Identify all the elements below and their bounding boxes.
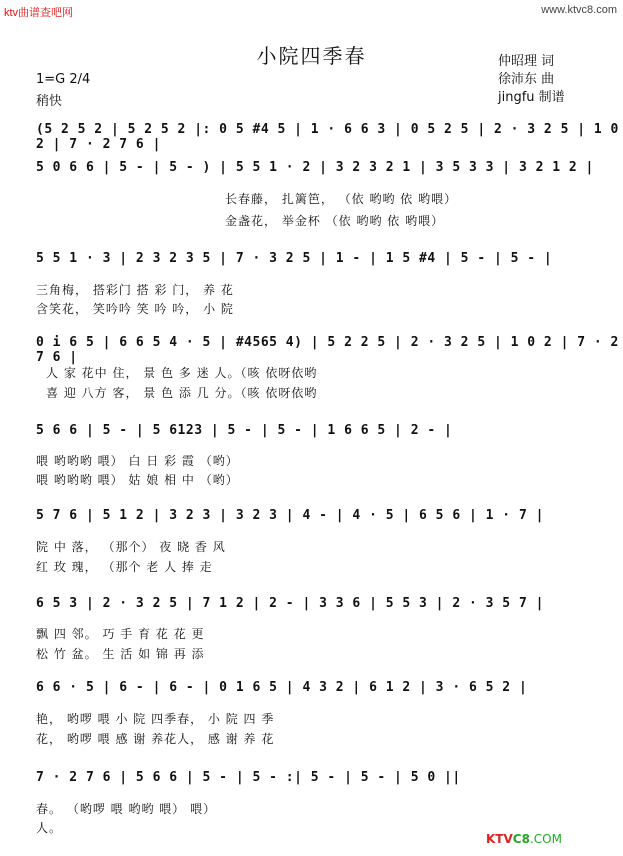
lyric-row-5-line-1: 院 中 落， （那个） 夜 晓 香 风	[36, 540, 226, 554]
lyric-row-3-line-2: 喜 迎 八方 客， 景 色 添 几 分。（咳 依呀依哟	[46, 386, 318, 400]
site-label: ktv曲谱查吧网	[4, 7, 74, 19]
lyric-row-2-line-2: 含笑花， 笑吟吟 笑 吟 吟， 小 院	[36, 302, 234, 316]
lyric-row-7-line-2: 花， 哟啰 喂 感 谢 养花人， 感 谢 养 花	[36, 732, 275, 746]
notation-row-4: 5 6 6 | 5 - | 5 6123 | 5 - | 5 - | 1 6 6 5 | 2 - |	[36, 423, 453, 438]
notation-row-6: 6 5 3 | 2 · 3 2 5 | 7 1 2 | 2 - | 3 3 6 | 5 5 3 | 2 · 3 5 7 |	[36, 596, 544, 611]
lyric-row-1-line-2: 金盏花， 举金杯 （依 哟哟 依 哟喂）	[225, 214, 445, 228]
site-url-right: www.ktvc8.com	[541, 4, 617, 16]
lyric-row-6-line-1: 飘 四 邻。 巧 手 育 花 花 更	[36, 627, 205, 641]
notation-row-2: 5 5 1 · 3 | 2 3 2 3 5 | 7 · 3 2 5 | 1 - | 1 5 #4 | 5 - | 5 - |	[36, 251, 553, 266]
transcriber-credit: jingfu 制谱	[498, 90, 565, 105]
lyric-row-4-line-2: 喂 哟哟哟 喂） 姑 娘 相 中 （哟）	[36, 473, 239, 487]
lyric-row-8-line-2: 人。	[36, 821, 63, 835]
lyric-row-6-line-2: 松 竹 盆。 生 活 如 锦 再 添	[36, 647, 205, 661]
watermark-part-c8: C8	[512, 832, 530, 846]
notation-row-0: (5 2 5 2 | 5 2 5 2 |: 0 5 #4 5 | 1 · 6 6 3 | 0 5 2 5 | 2 · 3 2 5 | 1 0 2 | 7 · 2 7 6 |	[36, 122, 619, 152]
watermark-logo	[486, 832, 562, 846]
notation-row-5: 5 7 6 | 5 1 2 | 3 2 3 | 3 2 3 | 4 - | 4 · 5 | 6 5 6 | 1 · 7 |	[36, 508, 544, 523]
lyric-row-1-line-1: 长春藤， 扎篱笆， （依 哟哟 依 哟喂）	[225, 192, 458, 206]
notation-row-8: 7 · 2 7 6 | 5 6 6 | 5 - | 5 - :| 5 - | 5 - | 5 0 ||	[36, 770, 461, 785]
notation-row-3: 0 i 6 5 | 6 6 5 4 · 5 | #4565 4) | 5 2 2 5 | 2 · 3 2 5 | 1 0 2 | 7 · 2 7 6 |	[36, 335, 619, 365]
notation-row-7: 6 6 · 5 | 6 - | 6 - | 0 1 6 5 | 4 3 2 | 6 1 2 | 3 · 6 5 2 |	[36, 680, 528, 695]
lyric-row-2-line-1: 三角梅， 搭彩门 搭 彩 门， 养 花	[36, 283, 234, 297]
lyricist-credit: 仲昭理 词	[498, 54, 555, 69]
lyric-row-8-line-1: 春。 （哟啰 喂 哟哟 喂） 喂）	[36, 802, 217, 816]
composer-credit: 徐沛东 曲	[498, 72, 555, 87]
lyric-row-7-line-1: 艳， 哟啰 喂 小 院 四季春， 小 院 四 季	[36, 712, 275, 726]
page-title: 小院四季春	[256, 44, 367, 68]
key-signature: 1=G 2/4	[36, 72, 91, 87]
watermark-part-ktv: KTV	[486, 832, 513, 846]
notation-row-1: 5 0 6 6 | 5 - | 5 - ) | 5 5 1 · 2 | 3 2 3 2 1 | 3 5 3 3 | 3 2 1 2 |	[36, 160, 594, 175]
lyric-row-3-line-1: 人 家 花中 住， 景 色 多 迷 人。（咳 依呀依哟	[46, 366, 318, 380]
lyric-row-4-line-1: 喂 哟哟哟 喂） 白 日 彩 霞 （哟）	[36, 454, 239, 468]
watermark-part-com: .COM	[529, 832, 562, 846]
lyric-row-5-line-2: 红 玫 瑰， （那个 老 人 捧 走	[36, 560, 213, 574]
tempo-marking: 稍快	[36, 94, 63, 109]
